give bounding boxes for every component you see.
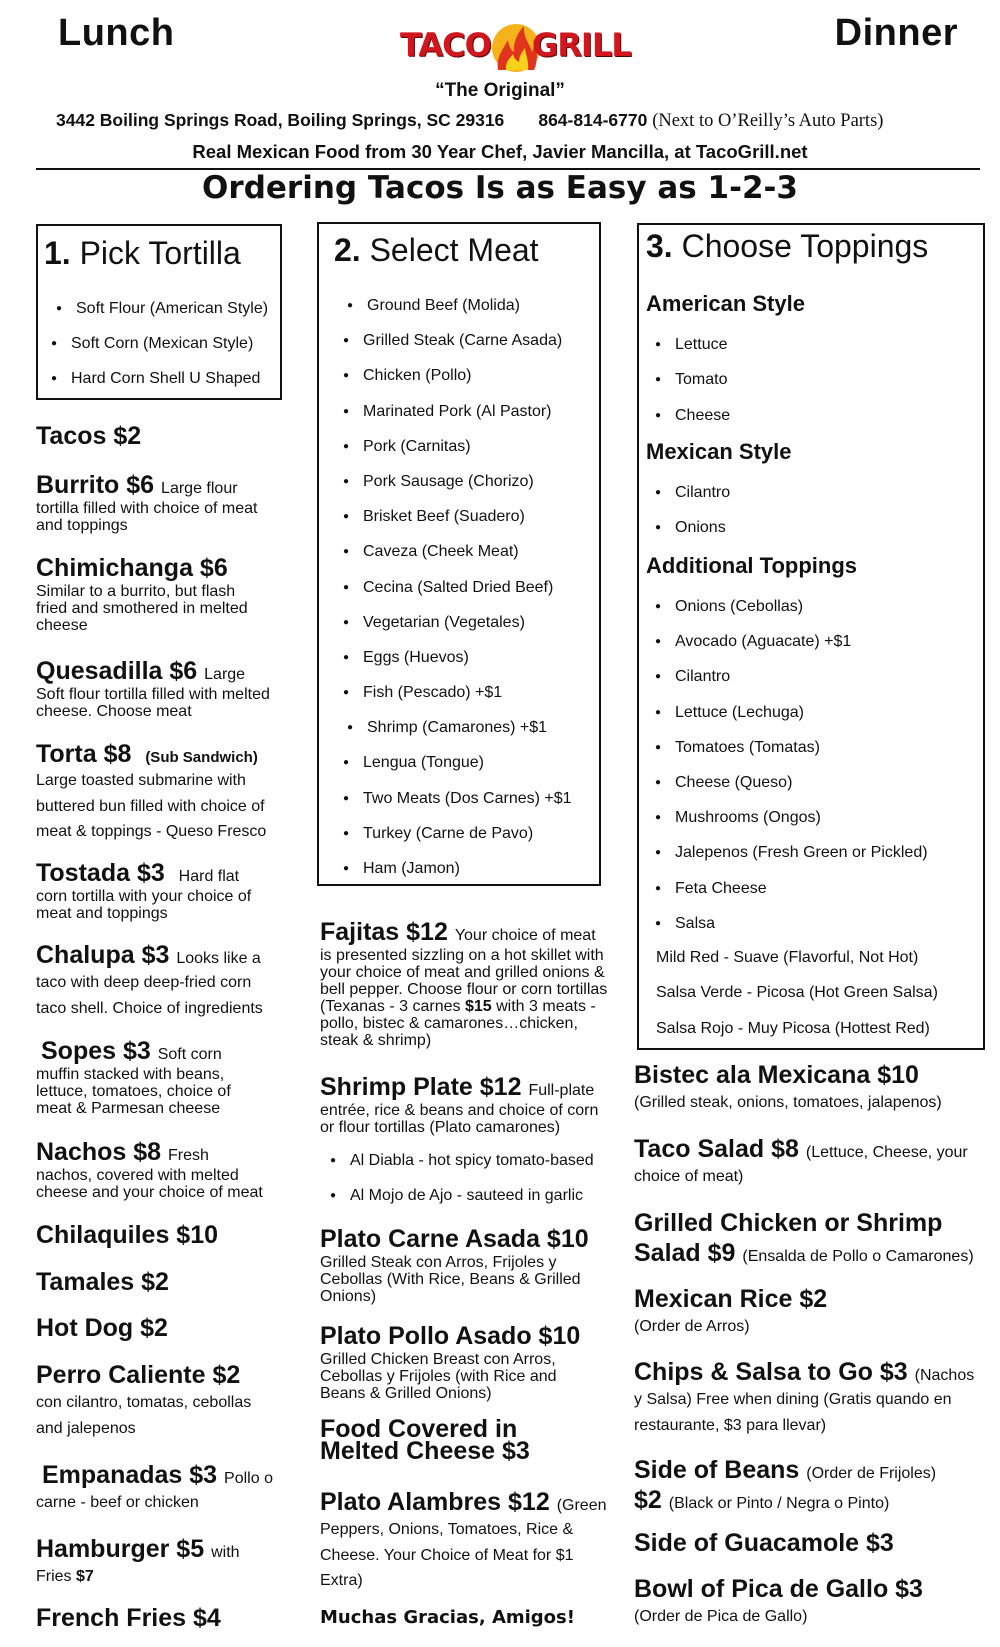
additional-list — [675, 598, 928, 933]
item-name: Nachos $8 — [36, 1138, 162, 1166]
item-price: $2 — [634, 1486, 662, 1514]
item-description: (Order de Pica de Gallo) — [634, 1608, 808, 1625]
menu-item-tacos — [36, 422, 141, 451]
meat-list — [363, 297, 572, 878]
item-title: Tamales $2 — [36, 1268, 169, 1296]
item-name: Chalupa $3 — [36, 941, 170, 969]
menu-item-grilled-salad — [634, 1208, 994, 1272]
dinner-heading: Dinner — [834, 12, 958, 54]
logo-word-left: TACO — [400, 26, 491, 64]
menu-item-mexican-rice — [634, 1285, 827, 1340]
step1-number: 1. — [44, 235, 71, 271]
list-item: ● Grilled Steak (Carne Asada) — [363, 332, 572, 367]
step3-box — [637, 223, 985, 1050]
menu-item-hotdog — [36, 1314, 168, 1343]
item-title — [36, 1138, 276, 1167]
item-title: Chilaquiles $10 — [36, 1221, 219, 1249]
menu-item-torta — [36, 740, 286, 845]
item-name: Salad $9 — [634, 1239, 736, 1267]
item-name: Side of Beans — [634, 1456, 800, 1484]
item-note: Large — [204, 666, 246, 683]
item-note: (Order de Frijoles) — [806, 1465, 937, 1482]
menu-item-bistec — [634, 1061, 994, 1116]
item-description: tortilla filled with choice of meat and toppings — [36, 500, 258, 534]
list-item: ● Soft Corn (Mexican Style) — [71, 335, 263, 370]
mexican-style-heading: Mexican Style — [646, 439, 792, 464]
item-note: (Lettuce, Cheese, your — [805, 1144, 968, 1161]
item-title — [320, 1073, 615, 1102]
item-note: Pollo o — [224, 1470, 273, 1487]
item-description: (Order de Arros) — [634, 1318, 750, 1335]
american-list — [675, 336, 730, 425]
step1-title — [44, 235, 241, 272]
item-title: Bowl of Pica de Gallo $3 — [634, 1575, 923, 1603]
list-item: ● Lengua (Tongue) — [363, 754, 572, 789]
step1-box — [36, 224, 282, 400]
menu-item-tamales — [36, 1268, 169, 1297]
list-item: Salsa Verde - Picosa (Hot Green Salsa) — [656, 984, 938, 1002]
item-description: Peppers, Onions, Tomatoes, Rice & Cheese. Your Choice of Meat for $1 Extra) — [320, 1521, 574, 1589]
american-style-heading: American Style — [646, 291, 805, 316]
item-note: Your choice of meat — [454, 927, 596, 944]
item-description: Large toasted submarine with buttered bun filled with choice of meat & toppings - Queso Fresco — [36, 772, 267, 840]
phone: 864-814-6770 — [538, 110, 648, 130]
step3-number: 3. — [646, 228, 673, 264]
menu-item-taco-salad — [634, 1135, 994, 1190]
list-item: ● Onions — [675, 519, 730, 537]
item-title: Perro Caliente $2 — [36, 1361, 241, 1389]
item-note: with — [211, 1544, 240, 1561]
tagline: “The Original” — [435, 80, 565, 101]
list-item: Mild Red - Suave (Flavorful, Not Hot) — [656, 949, 919, 966]
item-title — [634, 1358, 994, 1387]
list-item: ● Pork (Carnitas) — [363, 438, 572, 473]
item-name: Fajitas $12 — [320, 918, 448, 946]
address-line — [56, 110, 883, 132]
item-title: Bistec ala Mexicana $10 — [634, 1061, 919, 1089]
menu-item-hamburger — [36, 1535, 276, 1590]
item-title: Melted Cheese $3 — [320, 1437, 530, 1465]
item-title: Chimichanga $6 — [36, 554, 228, 582]
list-item: ● Eggs (Huevos) — [363, 649, 572, 684]
menu-item-fajitas — [320, 918, 610, 1049]
menu-item-beans — [634, 1455, 994, 1515]
list-item: ● Soft Flour (American Style) — [76, 300, 268, 335]
location-note: (Next to O’Reilly’s Auto Parts) — [652, 111, 884, 131]
item-price: $7 — [76, 1568, 94, 1585]
list-item: ● Feta Cheese — [675, 880, 928, 915]
list-item: ● Turkey (Carne de Pavo) — [363, 825, 572, 860]
list-item: ● Lettuce (Lechuga) — [675, 704, 928, 739]
item-note: (Ensalda de Pollo o Camarones) — [742, 1248, 974, 1265]
item-title — [36, 1461, 296, 1490]
list-item: ● Cecina (Salted Dried Beef) — [363, 579, 572, 614]
item-title: Food Covered in — [320, 1415, 518, 1443]
menu-item-guacamole — [634, 1529, 894, 1558]
item-note: (Sub Sandwich) — [145, 749, 258, 766]
menu-item-perro-caliente — [36, 1361, 276, 1441]
menu-item-shrimp-plate — [320, 1073, 615, 1205]
list-item: ● Al Mojo de Ajo - sauteed in garlic — [350, 1187, 615, 1205]
item-title — [36, 740, 286, 769]
item-name: Shrimp Plate $12 — [320, 1073, 522, 1101]
list-item: ● Hard Corn Shell U Shaped — [71, 370, 263, 388]
logo-word-right: GRILL — [532, 26, 631, 64]
item-description: Soft flour tortilla filled with melted cheese. Choose meat — [36, 686, 270, 720]
item-note: Full-plate — [528, 1082, 595, 1099]
list-item: ● Caveza (Cheek Meat) — [363, 543, 572, 578]
item-title: Plato Pollo Asado $10 — [320, 1322, 581, 1350]
menu-item-pico — [634, 1575, 923, 1630]
list-item: ● Pork Sausage (Chorizo) — [363, 473, 572, 508]
list-item: ● Ham (Jamon) — [363, 860, 572, 878]
list-item: ● Cilantro — [675, 668, 928, 703]
list-item: ● Cheese (Queso) — [675, 774, 928, 809]
list-item: ● Fish (Pescado) +$1 — [363, 684, 572, 719]
menu-item-empanadas — [36, 1461, 296, 1516]
item-title — [36, 1535, 276, 1564]
item-title: Mexican Rice $2 — [634, 1285, 828, 1313]
item-note: Soft corn — [157, 1046, 222, 1063]
item-note: (Black or Pinto / Negra o Pinto) — [668, 1495, 890, 1512]
menu-item-pollo-asado — [320, 1322, 590, 1402]
step1-label: Pick Tortilla — [79, 235, 241, 271]
list-item: ● Cheese — [675, 407, 730, 425]
item-description: Similar to a burrito, but flash fried and smothered in melted cheese — [36, 583, 248, 634]
page-title: Ordering Tacos Is as Easy as 1-2-3 — [202, 170, 798, 206]
item-title — [36, 657, 286, 686]
item-description: muffin stacked with beans, lettuce, tomatoes, choice of meat & Parmesan cheese — [36, 1066, 231, 1117]
list-item: ● Brisket Beef (Suadero) — [363, 508, 572, 543]
item-description: choice of meat) — [634, 1168, 744, 1185]
item-price: $15 — [464, 998, 492, 1015]
list-item: ● Shrimp (Camarones) +$1 — [367, 719, 576, 754]
item-title — [634, 1135, 994, 1164]
item-description: (Grilled steak, onions, tomatoes, jalapenos) — [634, 1094, 942, 1111]
item-note: (Green — [556, 1497, 607, 1514]
item-desc-text: with 3 meats - pollo, bistec & camarones…chicken, steak & shrimp) — [320, 998, 596, 1049]
list-item: ● Al Diabla - hot spicy tomato-based — [350, 1152, 615, 1187]
item-name: Empanadas $3 — [42, 1461, 218, 1489]
tortilla-list — [71, 300, 269, 388]
list-item: ● Jalepenos (Fresh Green or Pickled) — [675, 844, 928, 879]
item-description: carne - beef or chicken — [36, 1494, 199, 1511]
menu-item-quesadilla — [36, 657, 286, 720]
menu-item-tostada — [36, 859, 266, 922]
item-description: nachos, covered with melted cheese and your choice of meat — [36, 1167, 263, 1201]
step3-title — [646, 228, 928, 265]
item-name: Chips & Salsa to Go $3 — [634, 1358, 908, 1386]
menu-item-chips-salsa — [634, 1358, 994, 1438]
item-description — [36, 1564, 276, 1590]
item-description: entrée, rice & beans and choice of corn or flour tortillas (Plato camarones) — [320, 1102, 599, 1136]
item-name: Tostada $3 — [36, 859, 165, 887]
item-name: Quesadilla $6 — [36, 657, 198, 685]
step2-box — [317, 222, 601, 886]
list-item: ● Salsa — [675, 915, 928, 933]
menu-item-melted-cheese — [320, 1415, 530, 1465]
list-item: ● Lettuce — [675, 336, 730, 371]
item-note: Large flour — [161, 480, 238, 497]
item-desc-text: is presented sizzling on a hot skillet with your choice of meat and grilled onions & bell pepper. Choose flour or corn tortillas (Texanas - 3 carnes — [320, 947, 608, 1015]
step2-label: Select Meat — [369, 232, 539, 268]
list-item: ● Tomato — [675, 371, 730, 406]
item-note: (Nachos — [914, 1367, 975, 1384]
list-item: ● Avocado (Aguacate) +$1 — [675, 633, 928, 668]
item-name: Hamburger $5 — [36, 1535, 205, 1563]
item-title — [36, 941, 276, 970]
item-note: Hard flat — [178, 868, 240, 885]
list-item: ● Onions (Cebollas) — [675, 598, 928, 633]
menu-item-alambres — [320, 1488, 620, 1594]
menu-item-chilaquiles — [36, 1221, 218, 1250]
list-item: ● Tomatoes (Tomatas) — [675, 739, 928, 774]
item-title — [634, 1486, 994, 1515]
item-name: Plato Alambres $12 — [320, 1488, 550, 1516]
item-description: Grilled Chicken Breast con Arros, Cebollas y Frijoles (with Rice and Beans & Grilled Onions) — [320, 1351, 557, 1402]
shrimp-options — [350, 1152, 615, 1205]
list-item: Salsa Rojo - Muy Picosa (Hottest Red) — [656, 1019, 930, 1037]
item-title: Tacos $2 — [36, 422, 142, 450]
item-title — [634, 1238, 994, 1272]
item-description: taco with deep deep-fried corn taco shell. Choice of ingredients — [36, 974, 263, 1017]
item-title — [320, 918, 610, 947]
list-item: ● Cilantro — [675, 484, 730, 519]
taco-grill-logo — [398, 18, 634, 74]
chef-line: Real Mexican Food from 30 Year Chef, Javier Mancilla, at TacoGrill.net — [192, 141, 808, 162]
item-note: Looks like a — [176, 950, 261, 967]
menu-item-chalupa — [36, 941, 276, 1021]
item-title — [36, 1037, 266, 1066]
lunch-heading: Lunch — [58, 12, 175, 54]
item-title — [320, 1488, 620, 1517]
menu-item-nachos — [36, 1138, 276, 1201]
menu-item-sopes — [36, 1037, 266, 1117]
closing-message: Muchas Gracias, Amigos! — [320, 1607, 575, 1628]
item-name: Sopes $3 — [41, 1037, 151, 1065]
mexican-list — [675, 484, 730, 537]
menu-item-chimichanga — [36, 554, 266, 634]
list-item: ● Two Meats (Dos Carnes) +$1 — [363, 790, 572, 825]
list-item: ● Vegetarian (Vegetales) — [363, 614, 572, 649]
item-name: Taco Salad $8 — [634, 1135, 799, 1163]
item-title — [634, 1455, 994, 1489]
menu-item-french-fries — [36, 1604, 221, 1633]
step2-title — [334, 232, 539, 269]
item-name: Torta $8 — [36, 740, 132, 768]
item-description: Grilled Steak con Arros, Frijoles y Cebollas (With Rice, Beans & Grilled Onions) — [320, 1254, 581, 1305]
item-title: Plato Carne Asada $10 — [320, 1225, 589, 1253]
salsa-list — [656, 949, 938, 1038]
list-item: ● Chicken (Pollo) — [363, 367, 572, 402]
item-description — [320, 947, 610, 1049]
item-title: French Fries $4 — [36, 1604, 221, 1632]
item-name: Burrito $6 — [36, 471, 155, 499]
list-item: ● Ground Beef (Molida) — [367, 297, 576, 332]
item-title — [36, 471, 286, 500]
item-title: Side of Guacamole $3 — [634, 1529, 894, 1557]
item-description: y Salsa) Free when dining (Gratis quando en restaurante, $3 para llevar) — [634, 1391, 952, 1434]
item-fries: Fries — [36, 1568, 72, 1585]
menu-item-carne-asada — [320, 1225, 590, 1305]
item-title — [36, 859, 266, 888]
list-item: ● Mushrooms (Ongos) — [675, 809, 928, 844]
item-title: Hot Dog $2 — [36, 1314, 168, 1342]
item-description: corn tortilla with your choice of meat and toppings — [36, 888, 252, 922]
additional-toppings-heading: Additional Toppings — [646, 553, 857, 578]
list-item: ● Marinated Pork (Al Pastor) — [363, 403, 572, 438]
step3-label: Choose Toppings — [681, 228, 929, 264]
item-title: Grilled Chicken or Shrimp — [634, 1209, 943, 1237]
item-description: con cilantro, tomatas, cebollas and jalepenos — [36, 1394, 252, 1437]
item-note: Fresh — [168, 1147, 209, 1164]
address: 3442 Boiling Springs Road, Boiling Springs, SC 29316 — [56, 110, 505, 130]
menu-item-burrito — [36, 471, 286, 534]
step2-number: 2. — [334, 232, 361, 268]
